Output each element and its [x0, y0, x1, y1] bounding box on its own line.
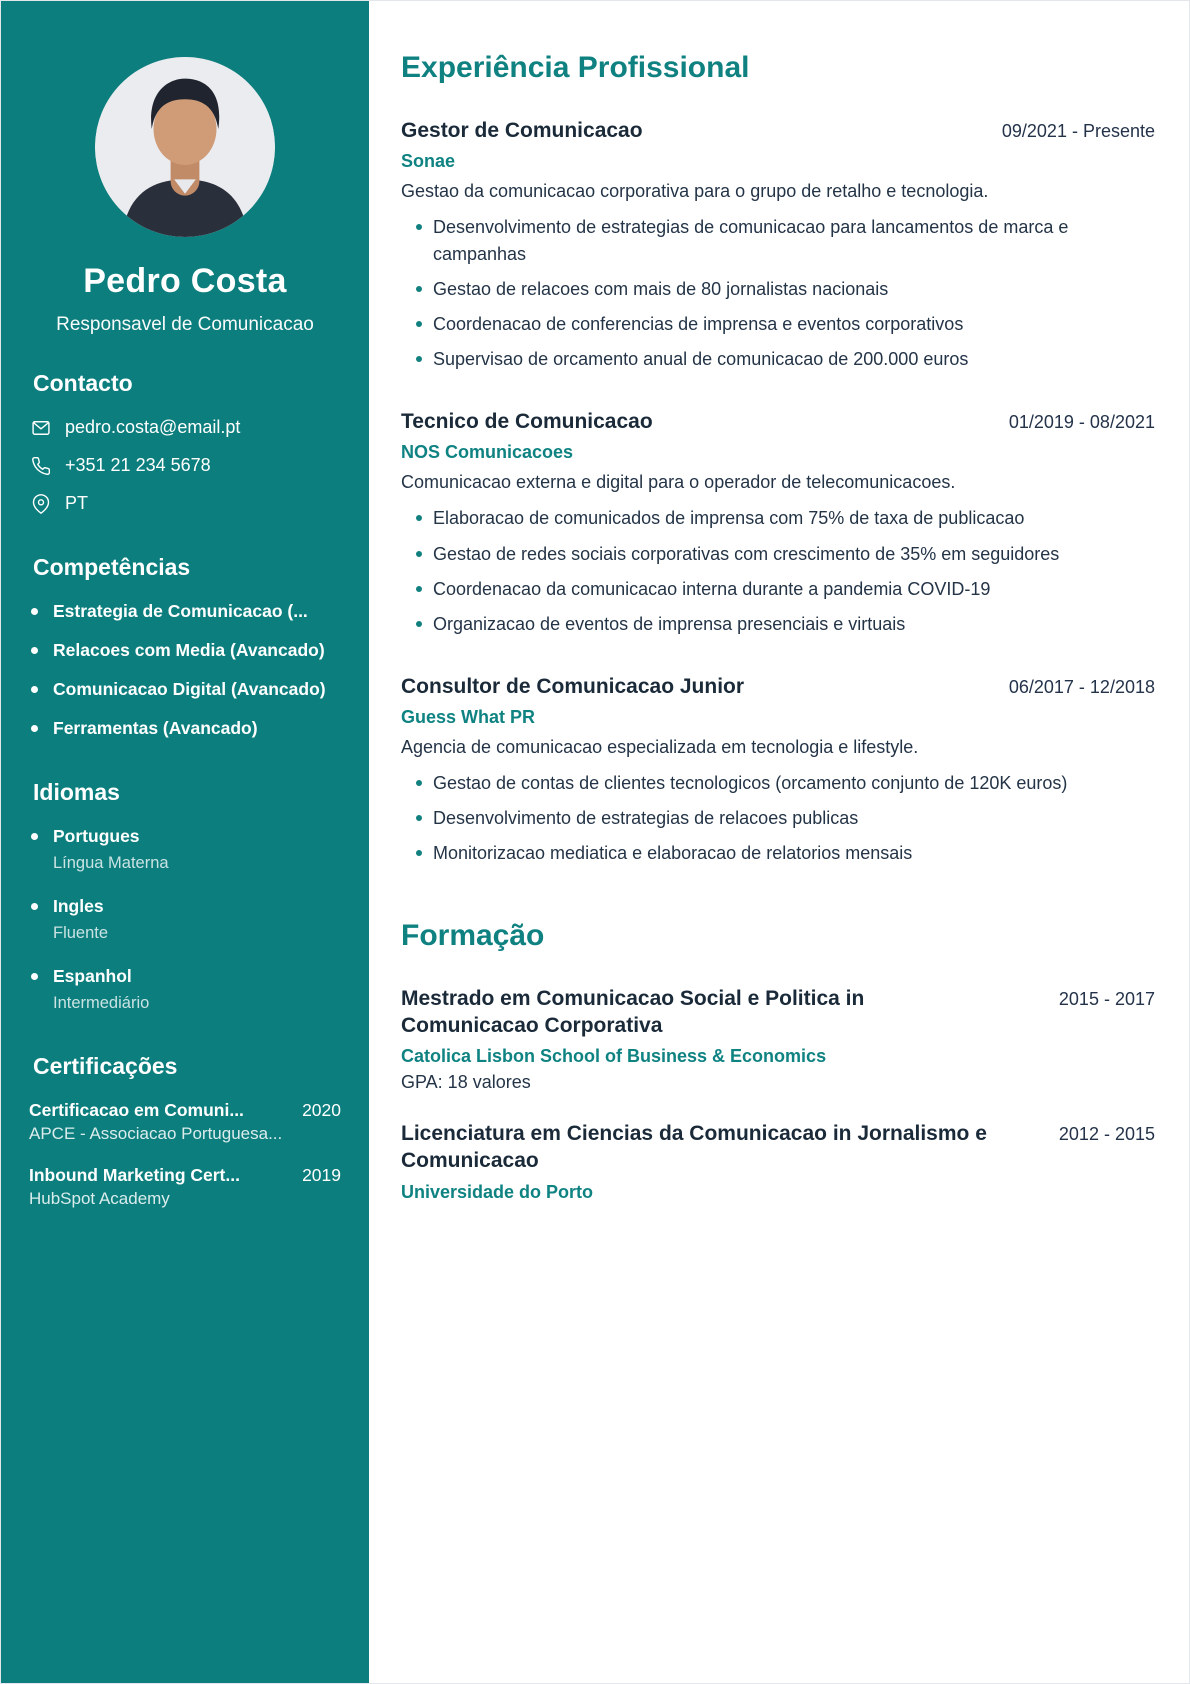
- education-entry: [401, 1120, 1155, 1203]
- job-title: Tecnico de Comunicacao: [401, 409, 653, 433]
- certifications-heading: Certificações: [33, 1053, 178, 1079]
- bullet-dot: [31, 725, 38, 732]
- bullet-dot: [31, 647, 38, 654]
- company-name: NOS Comunicacoes: [401, 442, 574, 463]
- contact-location-row: [31, 493, 341, 514]
- degree-title: Mestrado em Comunicacao Social e Politica in Comunicacao Corporativa: [401, 986, 865, 1037]
- job-bullet-item: [401, 311, 1155, 337]
- language-name: Espanhol: [53, 966, 132, 986]
- certification-item: [29, 1100, 341, 1144]
- job-bullet-item: [401, 576, 1155, 602]
- job-bullet-text: Coordenacao da comunicacao interna durante a pandemia COVID-19: [433, 578, 991, 599]
- certification-title-row: [29, 1100, 341, 1121]
- contact-email-row: [31, 417, 341, 438]
- skill-item: [31, 718, 341, 739]
- company-name: Sonae: [401, 151, 456, 172]
- job-bullet-text: Desenvolvimento de estrategias de comunicacao para lancamentos de marca e campanhas: [433, 217, 1069, 264]
- job-bullet-item: [401, 346, 1155, 372]
- languages-list: [29, 826, 341, 1013]
- skill-label: Ferramentas (Avancado): [53, 718, 258, 738]
- language-level: Fluente: [53, 924, 109, 942]
- job-bullet-list: [401, 505, 1155, 636]
- certification-title: Certificacao em Comuni...: [29, 1100, 244, 1120]
- certification-item: [29, 1165, 341, 1209]
- education-head-row: [401, 985, 1155, 1040]
- certifications-list: [29, 1100, 341, 1209]
- envelope-icon: [31, 418, 51, 438]
- job-summary: Agencia de comunicacao especializada em tecnologia e lifestyle.: [401, 737, 919, 758]
- job-bullet-text: Gestao de contas de clientes tecnologicos (orcamento conjunto de 120K euros): [433, 773, 1068, 794]
- job-bullet-text: Desenvolvimento de estrategias de relacoes publicas: [433, 808, 859, 829]
- bullet-dot: [31, 686, 38, 693]
- language-item: [31, 896, 341, 943]
- job-bullet-text: Supervisao de orcamento anual de comunicacao de 200.000 euros: [433, 348, 969, 369]
- job-head-row: [401, 408, 1155, 435]
- skill-label: Estrategia de Comunicacao (...: [53, 601, 308, 621]
- job-bullet-text: Coordenacao de conferencias de imprensa e eventos corporativos: [433, 313, 964, 334]
- language-level: Intermediário: [53, 994, 150, 1012]
- experience-section: [401, 117, 1155, 867]
- education-section: [401, 985, 1155, 1203]
- language-item: [31, 966, 341, 1013]
- job-bullet-text: Gestao de relacoes com mais de 80 jornalistas nacionais: [433, 278, 889, 299]
- skills-heading: Competências: [33, 554, 191, 580]
- skill-item: [31, 679, 341, 700]
- language-name-row: [31, 826, 341, 847]
- certification-year: 2019: [302, 1165, 341, 1185]
- job-head-row: [401, 673, 1155, 700]
- job-bullet-item: [401, 276, 1155, 302]
- education-dates: 2012 - 2015: [1058, 1124, 1155, 1145]
- contact-phone-row: [31, 455, 341, 476]
- language-name: Ingles: [53, 896, 104, 916]
- main-content: [369, 1, 1189, 1683]
- job-entry: [401, 117, 1155, 372]
- job-bullet-list: [401, 770, 1155, 866]
- language-level: Língua Materna: [53, 854, 169, 872]
- language-name-row: [31, 896, 341, 917]
- job-bullet-item: [401, 214, 1155, 266]
- job-bullet-list: [401, 214, 1155, 371]
- job-entry: [401, 673, 1155, 867]
- certification-issuer: APCE - Associacao Portuguesa...: [29, 1124, 283, 1143]
- job-dates: 09/2021 - Presente: [1001, 121, 1155, 141]
- education-dates: 2015 - 2017: [1058, 988, 1155, 1009]
- certification-year: 2020: [302, 1100, 341, 1120]
- languages-heading: Idiomas: [33, 779, 120, 805]
- experience-heading: Experiência Profissional: [401, 51, 750, 84]
- bullet-dot: [31, 973, 38, 980]
- job-bullet-item: [401, 611, 1155, 637]
- education-entry: [401, 985, 1155, 1094]
- phone-icon: [31, 456, 51, 476]
- sidebar: [1, 1, 369, 1683]
- skills-list: [29, 601, 341, 739]
- phone-text: +351 21 234 5678: [65, 455, 211, 475]
- job-bullet-item: [401, 505, 1155, 531]
- language-name-row: [31, 966, 341, 987]
- avatar-illustration: [95, 57, 275, 237]
- job-summary: Comunicacao externa e digital para o operador de telecomunicacoes.: [401, 472, 956, 493]
- job-bullet-item: [401, 840, 1155, 866]
- job-bullet-text: Elaboracao de comunicados de imprensa com 75% de taxa de publicacao: [433, 508, 1025, 529]
- skill-label: Comunicacao Digital (Avancado): [53, 679, 326, 699]
- job-title: Consultor de Comunicacao Junior: [401, 674, 745, 698]
- location-pin-icon: [31, 494, 51, 514]
- company-name: Guess What PR: [401, 707, 536, 728]
- gpa-text: GPA: 18 valores: [401, 1072, 531, 1093]
- job-bullet-text: Monitorizacao mediatica e elaboracao de relatorios mensais: [433, 843, 913, 864]
- skill-label: Relacoes com Media (Avancado): [53, 640, 325, 660]
- job-dates: 06/2017 - 12/2018: [1008, 676, 1155, 697]
- certification-title: Inbound Marketing Cert...: [29, 1165, 240, 1185]
- school-name: Catolica Lisbon School of Business & Economics: [401, 1046, 827, 1067]
- job-title: Gestor de Comunicacao: [401, 119, 643, 142]
- email-text: pedro.costa@email.pt: [65, 417, 241, 437]
- profile-photo: [95, 57, 275, 237]
- bullet-dot: [31, 833, 38, 840]
- language-name: Portugues: [53, 826, 140, 846]
- bullet-dot: [31, 608, 38, 615]
- education-heading: Formação: [401, 918, 545, 952]
- job-bullet-item: [401, 805, 1155, 831]
- education-head-row: [401, 1120, 1155, 1175]
- job-entry: [401, 408, 1155, 637]
- bullet-dot: [31, 903, 38, 910]
- job-bullet-item: [401, 770, 1155, 796]
- job-bullet-item: [401, 541, 1155, 567]
- skill-item: [31, 640, 341, 661]
- certification-title-row: [29, 1165, 341, 1186]
- skill-item: [31, 601, 341, 622]
- certification-issuer: HubSpot Academy: [29, 1189, 170, 1208]
- school-name: Universidade do Porto: [401, 1181, 594, 1202]
- language-item: [31, 826, 341, 873]
- job-head-row: [401, 117, 1155, 144]
- candidate-title: Responsavel de Comunicacao: [56, 314, 314, 335]
- contact-heading: Contacto: [33, 370, 133, 396]
- job-dates: 01/2019 - 08/2021: [1008, 411, 1155, 432]
- job-bullet-text: Gestao de redes sociais corporativas com crescimento de 35% em seguidores: [433, 543, 1060, 564]
- job-bullet-text: Organizacao de eventos de imprensa presenciais e virtuais: [433, 613, 906, 634]
- job-summary: Gestao da comunicacao corporativa para o grupo de retalho e tecnologia.: [401, 181, 989, 202]
- degree-title: Licenciatura em Ciencias da Comunicacao in Jornalismo e Comunicacao: [401, 1122, 987, 1173]
- candidate-name: Pedro Costa: [83, 262, 287, 300]
- location-text: PT: [65, 493, 89, 513]
